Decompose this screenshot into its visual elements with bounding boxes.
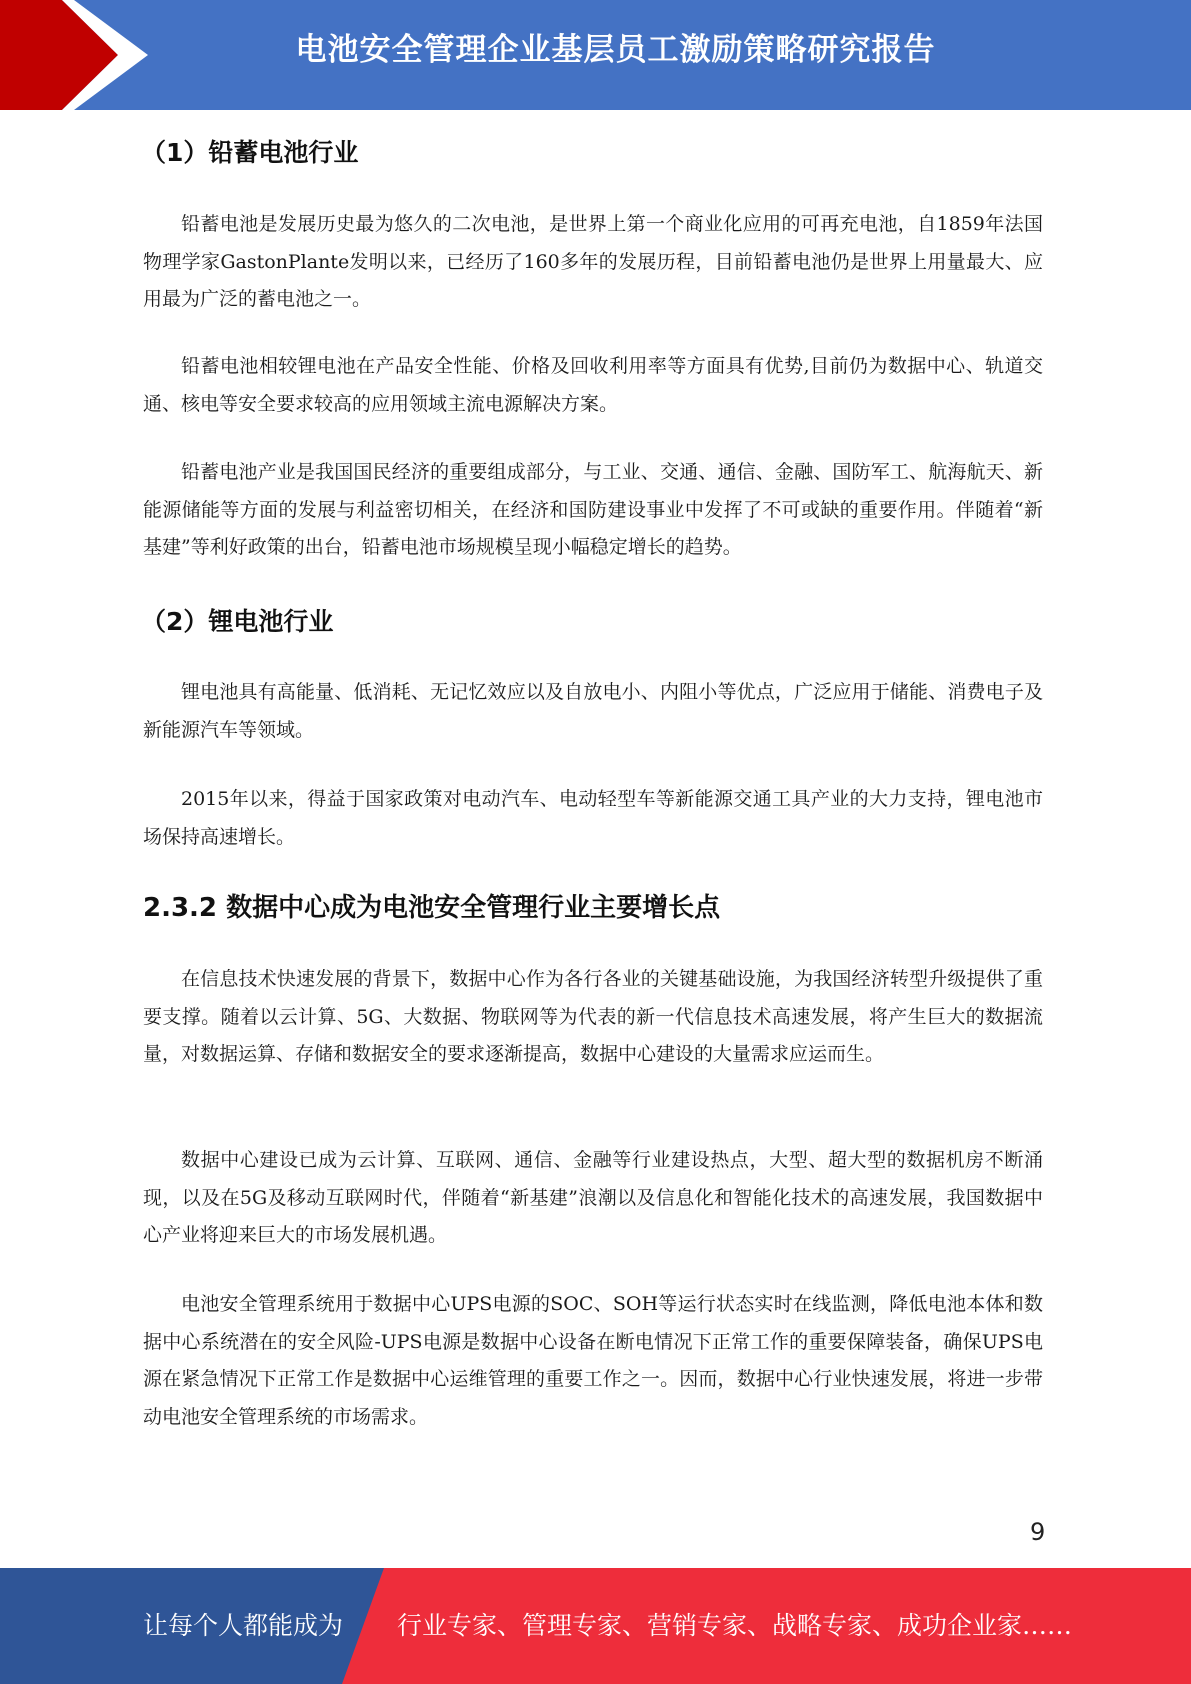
paragraph-lead-acid-1: 铅蓄电池是发展历史最为悠久的二次电池，是世界上第一个商业化应用的可再充电池，自1859年法国物理学家GastonPlante发明以来，已经历了160多年的发展历程，目前铅蓄电池仍是世界上用量最大、应用最为广泛的蓄电池之一。 — [143, 213, 1043, 310]
paragraph-datacenter-2: 数据中心建设已成为云计算、互联网、通信、金融等行业建设热点，大型、超大型的数据机房不断涌现，以及在5G及移动互联网时代，伴随着“新基建”浪潮以及信息化和智能化技术的高速发展，我国数据中心产业将迎来巨大的市场发展机遇。 — [143, 1149, 1043, 1246]
page-footer — [0, 1568, 1191, 1684]
paragraph-datacenter-1: 在信息技术快速发展的背景下，数据中心作为各行各业的关键基础设施，为我国经济转型升级提供了重要支撑。随着以云计算、5G、大数据、物联网等为代表的新一代信息技术高速发展，将产生巨大的数据流量，对数据运算、存储和数据安全的要求逐渐提高，数据中心建设的大量需求应运而生。 — [143, 968, 1043, 1065]
footer-slogan-left: 让每个人都能成为 — [143, 1611, 344, 1640]
report-title: 电池安全管理企业基层员工激励策略研究报告 — [295, 32, 936, 68]
page-header — [0, 0, 1191, 110]
page-number: 9 — [1030, 1518, 1046, 1546]
heading-lithium: （2）锂电池行业 — [141, 607, 334, 636]
paragraph-datacenter-3: 电池安全管理系统用于数据中心UPS电源的SOC、SOH等运行状态实时在线监测，降低电池本体和数据中心系统潜在的安全风险-UPS电源是数据中心设备在断电情况下正常工作的重要保障装备，确保UPS电源在紧急情况下正常工作是数据中心运维管理的重要工作之一。因而，数据中心行业快速发展，将进一步带动电池安全管理系统的市场需求。 — [143, 1293, 1043, 1428]
paragraph-lithium-1: 锂电池具有高能量、低消耗、无记忆效应以及自放电小、内阻小等优点，广泛应用于储能、消费电子及新能源汽车等领域。 — [143, 681, 1043, 741]
footer-slogan-right: 行业专家、管理专家、营销专家、战略专家、成功企业家…… — [397, 1611, 1073, 1640]
paragraph-lead-acid-2: 铅蓄电池相较锂电池在产品安全性能、价格及回收利用率等方面具有优势,目前仍为数据中心、轨道交通、核电等安全要求较高的应用领域主流电源解决方案。 — [143, 355, 1043, 415]
paragraph-lead-acid-3: 铅蓄电池产业是我国国民经济的重要组成部分，与工业、交通、通信、金融、国防军工、航海航天、新能源储能等方面的发展与利益密切相关，在经济和国防建设事业中发挥了不可或缺的重要作用。伴随着“新基建”等利好政策的出台，铅蓄电池市场规模呈现小幅稳定增长的趋势。 — [143, 461, 1043, 558]
heading-lead-acid: （1）铅蓄电池行业 — [141, 138, 359, 167]
paragraph-lithium-2: 2015年以来，得益于国家政策对电动汽车、电动轻型车等新能源交通工具产业的大力支持，锂电池市场保持高速增长。 — [143, 788, 1043, 848]
heading-section-2-3-2: 2.3.2 数据中心成为电池安全管理行业主要增长点 — [143, 893, 721, 923]
